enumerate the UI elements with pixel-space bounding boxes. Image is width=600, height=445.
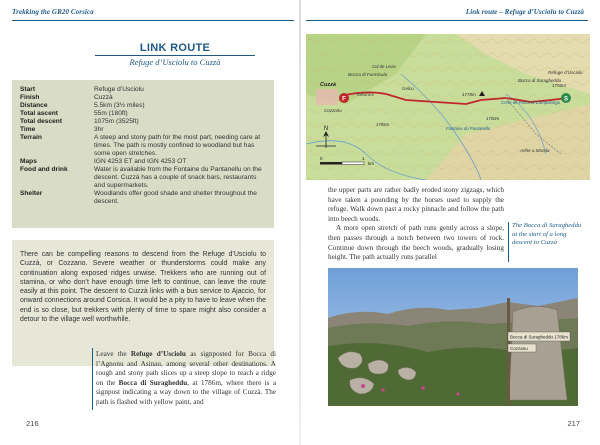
info-label: Total descent [20, 118, 63, 125]
route-description-continued [328, 186, 504, 263]
running-head-left: Trekking the GR20 Corsica [12, 8, 94, 16]
text-margin-rule [92, 348, 93, 410]
svg-text:0: 0 [320, 156, 323, 161]
info-label: Maps [20, 158, 37, 165]
info-label: Food and drink [20, 166, 68, 173]
page-number-right: 217 [567, 419, 580, 428]
svg-text:Refuge d’Usciolu: Refuge d’Usciolu [548, 70, 583, 75]
info-row [20, 118, 266, 126]
paragraph: the upper parts are rather badly eroded stony zigzags, which have taken a pounding by the horses used to supply the refuge. Walk down past a rocky pinnacle and follow the path into beech woods. [328, 186, 504, 223]
info-row [20, 126, 266, 134]
svg-text:Crête de Punta di Campolongo: Crête de Punta di Campolongo [501, 100, 561, 105]
intro-box: There can be compelling reasons to descend from the Refuge d’Usciolu to Cuzzà, or Cozzano. Severe weather or thunderstorms could make any continuation along exposed ridges unwise. Trekkers who are running out of stamina, or who don’t have enough time left to continue, can leave the route easily at this point. The descent to Cuzzà links with a bus service to Ajaccio, for onward connections around Corsica. It would be a pity to have to leave when the end is so close, but trekkers with plenty of time to spare might also consider a detour to the village well worthwhile. [12, 240, 274, 366]
page-number-left: 216 [26, 419, 39, 428]
rock-pinnacle [509, 306, 567, 400]
photo-caption: The Bocca di Suragheddu at the start of a long descent to Cuzzà [512, 222, 582, 247]
paragraph: A more open stretch of path runs gently across a slope, then passes through a notch between two towers of rock. Continue down through the beech woods, gradually losing height. The path actually runs parallel [328, 224, 504, 262]
info-value: Cuzzà [94, 94, 113, 101]
info-label: Start [20, 86, 36, 93]
info-value: 5.5km (3½ miles) [94, 102, 145, 109]
info-row [20, 166, 266, 190]
route-map [306, 34, 590, 180]
svg-text:Gelcu: Gelcu [402, 86, 414, 91]
header-rule-right [306, 20, 588, 21]
info-label: Finish [20, 94, 40, 101]
svg-text:Bocca di Furmicula: Bocca di Furmicula [348, 72, 388, 77]
title-rule [95, 55, 255, 56]
svg-text:F: F [342, 96, 346, 103]
right-page [300, 0, 600, 445]
info-value: 55m (180ft) [94, 110, 128, 117]
caption-rule [508, 222, 509, 262]
info-row [20, 158, 266, 166]
svg-text:Arête a Monda: Arête a Monda [520, 148, 550, 153]
info-row [20, 94, 266, 102]
running-head-right: Link route – Refuge d’Usciolu to Cuzzà [465, 8, 584, 16]
svg-text:Bocca di Suragheddu: Bocca di Suragheddu [518, 78, 562, 83]
svg-text:Cozzanu: Cozzanu [510, 346, 528, 351]
info-row [20, 86, 266, 94]
svg-text:S: S [563, 96, 569, 103]
page-title: LINK ROUTE [139, 42, 211, 54]
mountain-photo [328, 268, 578, 406]
svg-text:km: km [368, 161, 374, 166]
place-refuge-usciolu: Refuge d’Usciolu [130, 350, 186, 358]
info-value: A steep and stony path for the most part, needing care at times. The path is mostly confined to woodland but has some open stretches. [94, 134, 261, 157]
svg-text:1700m: 1700m [486, 116, 500, 121]
svg-text:1778m: 1778m [462, 92, 476, 97]
route-description: Leave the Refuge d’Usciolu as signposted for Bocca di l’Agnonu and Asinau, among several other destinations. A rough and stony path slices up a steep slope to reach a ridge on the Bocca di Suragheddu, at 1786m, where there is a signpost indicating a way down to the village of Cuzzà. The path is flashed with yellow paint, and [96, 350, 277, 406]
svg-text:1: 1 [362, 156, 365, 161]
svg-text:Fontaine du Pantanellu: Fontaine du Pantanellu [446, 126, 491, 131]
info-value: Water is available from the Fontaine du Pantanellu on the descent. Cuzzà has a couple of snack bars, restaurants and supermarkets. [94, 166, 262, 189]
info-row [20, 190, 266, 206]
info-label: Distance [20, 102, 48, 109]
svg-text:1785m: 1785m [376, 122, 390, 127]
info-row [20, 102, 266, 110]
info-row [20, 134, 266, 158]
svg-text:1750m: 1750m [552, 83, 567, 88]
svg-text:Col de Levie: Col de Levie [372, 64, 396, 69]
route-info-box [12, 80, 274, 228]
info-value: Woodlands offer good shade and shelter throughout the descent. [94, 190, 257, 205]
svg-text:N: N [323, 126, 329, 132]
header-rule [12, 20, 294, 21]
page-subtitle: Refuge d’Usciolu to Cuzzà [129, 57, 221, 67]
place-bocca-suragheddu: Bocca di Suragheddu [118, 378, 188, 387]
info-row [20, 110, 266, 118]
info-value: Refuge d’Usciolu [94, 86, 144, 93]
svg-text:Cuzzà: Cuzzà [320, 82, 336, 88]
info-label: Terrain [20, 134, 42, 141]
info-label: Shelter [20, 190, 43, 197]
info-value: 3hr [94, 126, 104, 133]
svg-text:Cozzanu: Cozzanu [324, 108, 342, 113]
info-label: Total ascent [20, 110, 58, 117]
info-value: IGN 4253 ET and IGN 4253 OT [94, 158, 187, 165]
info-value: 1075m (3525ft) [94, 118, 139, 125]
info-label: Time [20, 126, 36, 133]
svg-text:Tassinca: Tassinca [356, 92, 374, 97]
svg-text:Bocca di Suragheddu 1786m: Bocca di Suragheddu 1786m [510, 334, 569, 340]
